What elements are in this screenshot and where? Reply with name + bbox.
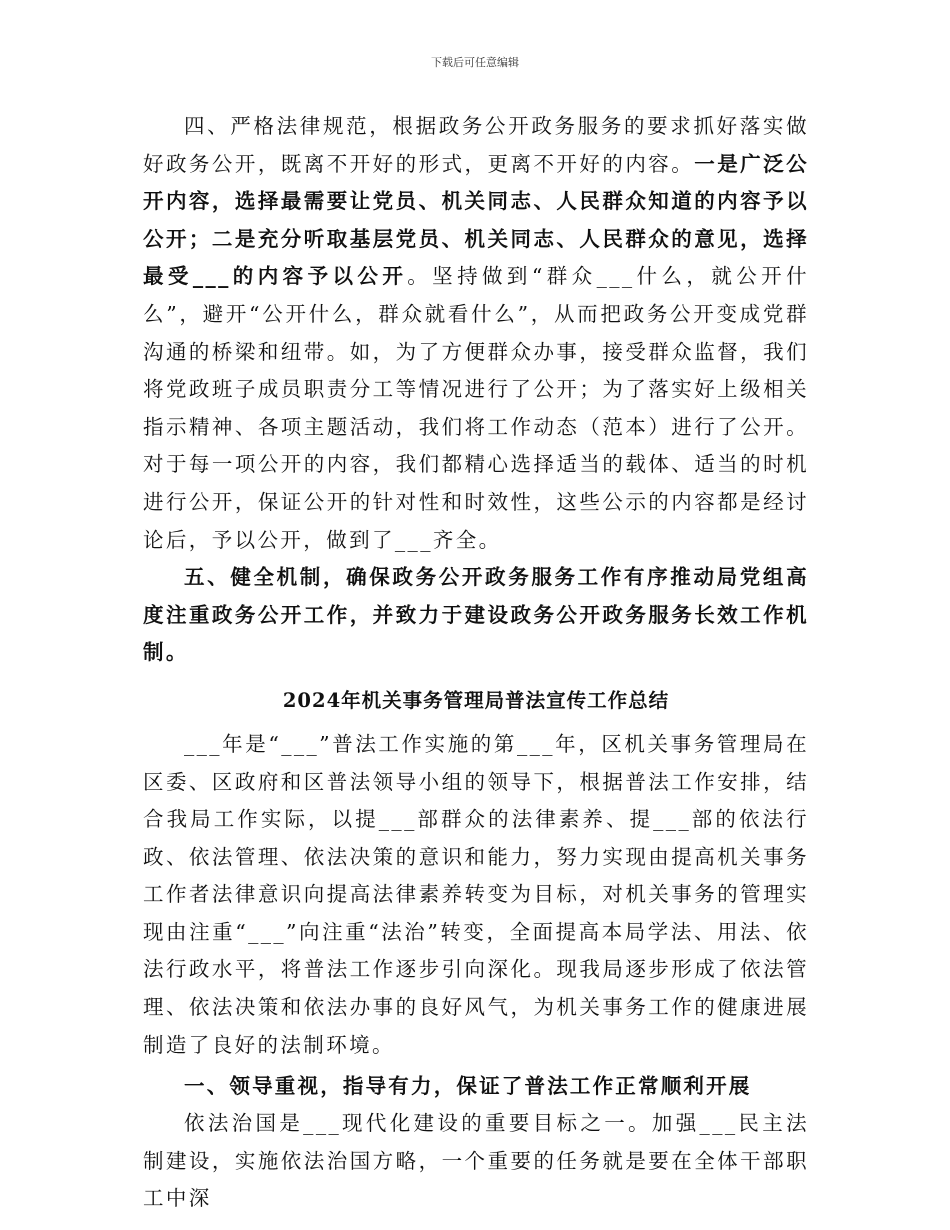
paragraph-rule-of-law: 依法治国是___现代化建设的重要目标之一。加强___民主法制建设，实施依法治国方略，一个重要的任务就是要在全体干部职工中深 — [143, 1111, 809, 1211]
paragraph-section-four — [143, 108, 809, 559]
paragraph-bold-text: 一是广泛公开内容，选择最需要让党员、机关同志、人民群众知道的内容予以公开；二是充分听取基层党员、机关同志、人民群众的意见，选择最受___的内容予以公开 — [143, 151, 810, 289]
section-title: 2024年机关事务管理局普法宣传工作总结 — [282, 688, 670, 712]
page-header-note: 下载后可任意编辑 — [431, 56, 519, 69]
paragraph-section-five: 五、健全机制，确保政务公开政务服务工作有序推动局党组高度注重政务公开工作，并致力于建设政务公开政务服务长效工作机制。 — [143, 565, 809, 665]
paragraph-intro: ___年是“___”普法工作实施的第___年，区机关事务管理局在区委、区政府和区普法领导小组的领导下，根据普法工作安排，结合我局工作实际，以提___部群众的法律素养、提___部的依法行政、依法管理、依法决策的意识和能力，努力实现由提高机关事务工作者法律意识向提高法律素养转变为目标，对机关事务的管理实现由注重“___”向注重“法治”转变，全面提高本局学法、用法、依法行政水平，将普法工作逐步引向深化。现我局逐步形成了依法管理、依法决策和依法办事的良好风气，为机关事务工作的健康进展制造了良好的法制环境。 — [143, 731, 809, 1057]
document-body — [143, 108, 809, 1218]
paragraph-lead-text: 四、严格法律规范，根据政务公开政务服务的要求抓好落实做好政务公开，既离不开好的形式，更离不开好的内容。 — [143, 114, 809, 176]
paragraph-rest-text: 。坚持做到“群众___什么，就公开什么”，避开“公开什么，群众就看什么”，从而把政务公开变成党群沟通的桥梁和纽带。如，为了方便群众办事，接受群众监督，我们将党政班子成员职责分工等情况进行了公开；为了落实好上级相关指示精神、各项主题活动，我们将工作动态（范本）进行了公开。对于每一项公开的内容，我们都精心选择适当的载体、适当的时机进行公开，保证公开的针对性和时效性，这些公示的内容都是经讨论后，予以公开，做到了___齐全。 — [143, 264, 809, 552]
heading-leadership: 一、领导重视，指导有力，保证了普法工作正常顺利开展 — [184, 1074, 752, 1099]
